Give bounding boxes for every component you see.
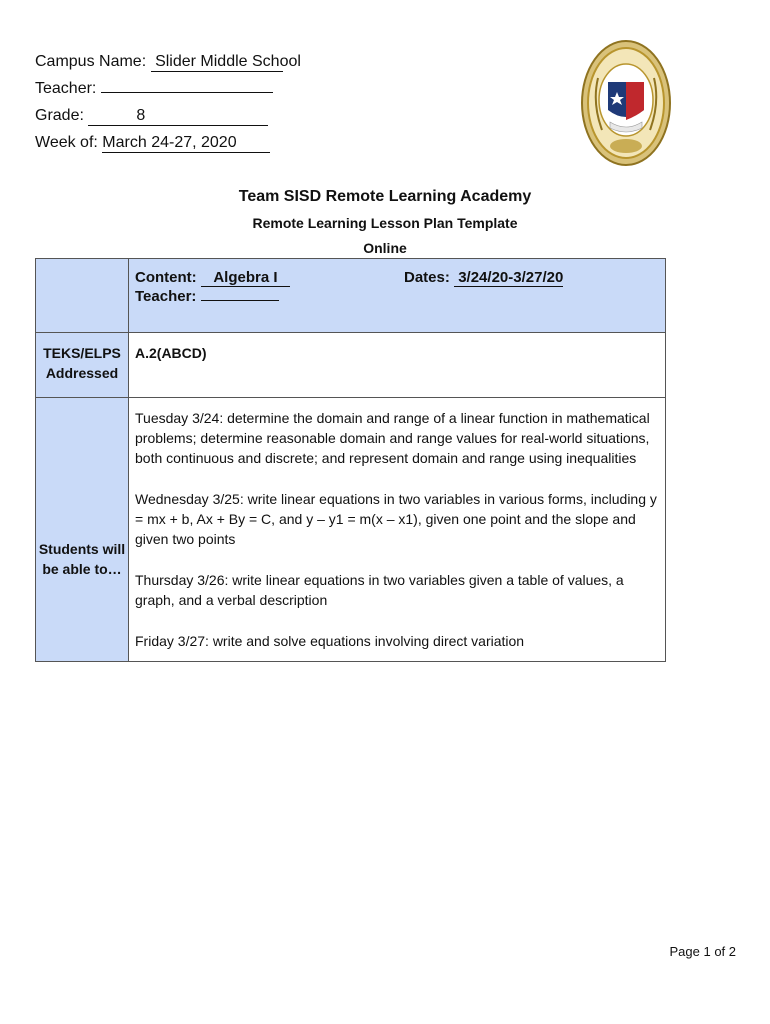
header-blank-cell (36, 259, 129, 333)
teks-row (36, 333, 666, 398)
campus-value: Slider Middle School (151, 53, 283, 72)
lesson-plan-table (35, 258, 666, 662)
lesson-teacher-label: Teacher: (135, 288, 197, 305)
content-value: Algebra I (201, 269, 290, 287)
teacher-row (35, 75, 283, 102)
teacher-value (101, 92, 273, 93)
district-seal-logo (580, 38, 672, 168)
objective-thursday: Thursday 3/26: write linear equations in two variables given a table of values, a graph, and a verbal description (135, 572, 624, 608)
swbat-label (36, 398, 129, 662)
teks-value: A.2(ABCD) (129, 333, 666, 398)
content-cell (129, 259, 666, 333)
objective-friday: Friday 3/27: write and solve equations involving direct variation (135, 633, 525, 649)
page-number: Page 1 of 2 (669, 944, 736, 959)
objectives-cell (129, 398, 666, 662)
swbat-label-line1: Students will (38, 541, 126, 557)
grade-value: 8 (88, 107, 268, 126)
week-row (35, 129, 283, 156)
lesson-header-row (36, 259, 666, 333)
swbat-label-line2: be able to… (42, 561, 122, 577)
campus-header (35, 48, 301, 156)
lesson-teacher-line (135, 288, 659, 305)
document-subtitle: Remote Learning Lesson Plan Template (252, 215, 518, 231)
teks-label (36, 333, 129, 398)
delivery-mode: Online (363, 240, 407, 256)
dates-line (404, 269, 563, 286)
grade-row (35, 102, 283, 129)
content-label: Content: (135, 269, 197, 286)
objectives-row (36, 398, 666, 662)
document-title: Team SISD Remote Learning Academy (238, 188, 532, 205)
dates-label: Dates: (404, 269, 450, 286)
campus-label: Campus Name: (35, 53, 147, 70)
campus-row (35, 48, 301, 75)
lesson-teacher-value (201, 300, 279, 301)
grade-label: Grade: (35, 107, 84, 124)
objective-wednesday: Wednesday 3/25: write linear equations in two variables in various forms, including y = mx + b, Ax + By = C, and y – y1 = m(x – x1), given one point and the slope and given two points (135, 491, 657, 547)
teks-label-line1: TEKS/ELPS (43, 345, 121, 361)
objective-tuesday: Tuesday 3/24: determine the domain and range of a linear function in mathematical problems; determine reasonable domain and range values for real-world situations, both continuous and discrete; and represent domain and range using inequalities (135, 410, 650, 466)
teacher-label: Teacher: (35, 80, 97, 97)
week-value: March 24-27, 2020 (102, 134, 270, 153)
dates-value: 3/24/20-3/27/20 (454, 269, 563, 287)
teks-label-line2: Addressed (45, 365, 119, 381)
content-line (135, 269, 659, 286)
week-label: Week of: (35, 134, 98, 151)
